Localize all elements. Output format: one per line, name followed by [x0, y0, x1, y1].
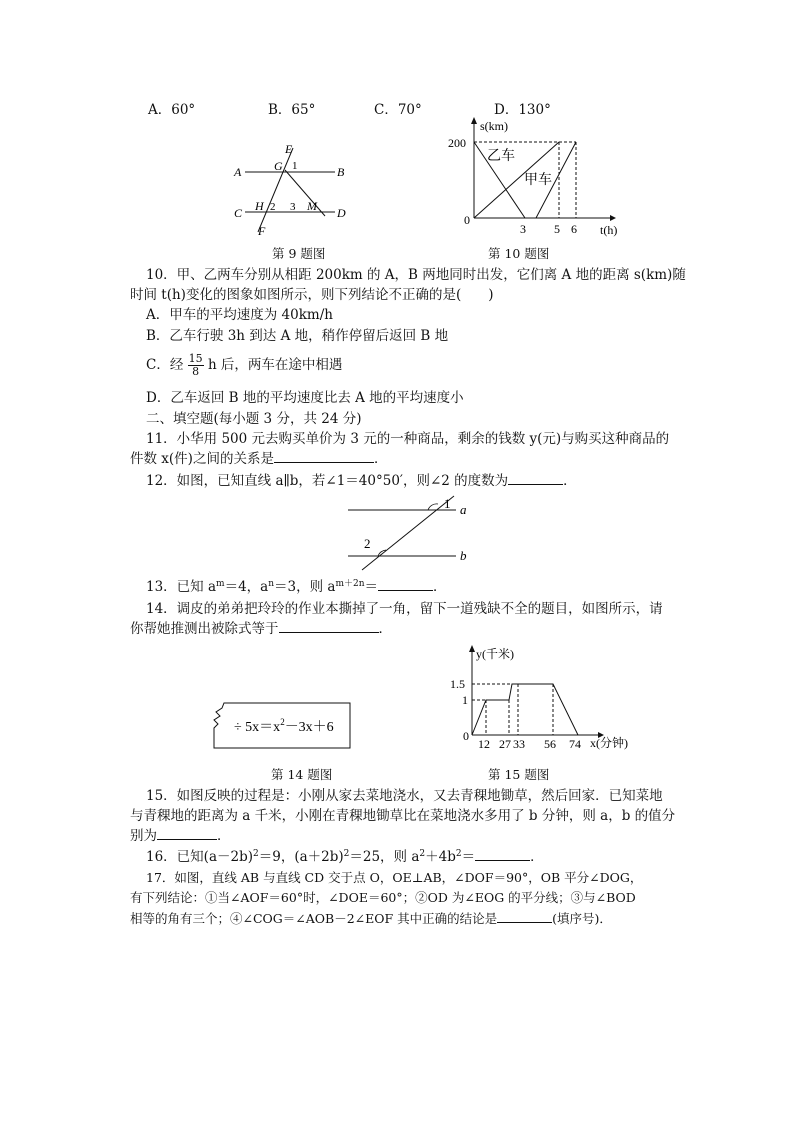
- x-tick-27: 27: [499, 737, 511, 751]
- fraction-numerator: 15: [188, 352, 203, 365]
- q13-exp-m: m: [216, 579, 225, 589]
- q12-text: 12．如图，已知直线 a∥b，若∠1＝40°50′，则∠2 的度数为: [146, 473, 509, 489]
- q16-answer-blank: [475, 848, 530, 861]
- q13-mid1: ＝4，a: [224, 579, 269, 595]
- figure-15: [448, 640, 648, 755]
- q10-c-post: h 后，两车在途中相遇: [207, 357, 343, 373]
- figure-15-caption: 第 15 题图: [488, 767, 550, 782]
- q17-line3: [130, 910, 612, 928]
- q16-sup2: 2: [343, 849, 350, 859]
- label-m: M: [307, 199, 317, 213]
- line-b-label: b: [460, 548, 467, 563]
- q14-answer-blank: [279, 620, 379, 633]
- q10-choice-d: D．乙车返回 B 地的平均速度比去 A 地的平均速度小: [146, 390, 464, 406]
- q16-pre: 16．已知(a－2b): [146, 849, 253, 865]
- q11-line1: 11．小华用 500 元去购买单价为 3 元的一种商品，剩余的钱数 y(元)与购买这种商品的: [146, 431, 670, 447]
- q15-line3: [130, 827, 231, 845]
- q16-mid1: ＝9，(a＋2b): [258, 849, 344, 865]
- figure-14: [208, 700, 358, 755]
- distance-line: [472, 684, 578, 735]
- q11-line2: [130, 450, 387, 468]
- q11-answer-blank: [274, 450, 374, 463]
- q17-text: 相等的角有三个；④∠COG＝∠AOB－2∠EOF 其中正确的结论是: [130, 911, 498, 926]
- q14-text: 你帮她推测出被除式等于: [130, 621, 279, 637]
- q10-choice-c: [146, 353, 342, 378]
- q16-line: [146, 848, 544, 866]
- label-c: C: [234, 206, 243, 220]
- figure-14-caption: 第 14 题图: [271, 767, 333, 782]
- label-yi-car: 乙车: [487, 149, 515, 164]
- q15-text: 别为: [130, 828, 157, 844]
- fraction-15-8: [188, 353, 204, 378]
- x-tick-12: 12: [478, 737, 490, 751]
- y-axis-arrow: [469, 645, 475, 652]
- remainder-expression: ÷ $5x=x^2-3x+6$: [234, 717, 334, 735]
- q16-mid2: ＝25，则 a: [349, 849, 420, 865]
- q12-line: [146, 472, 577, 490]
- q13-pre: 13．已知 a: [146, 579, 217, 595]
- q14-line1: 14．调皮的弟弟把玲玲的作业本撕掉了一角，留下一道残缺不全的题目，如图所示，请: [146, 601, 663, 617]
- transversal: [362, 496, 454, 570]
- y-tick-200: 200: [448, 136, 466, 150]
- q14-end: ．: [378, 621, 392, 637]
- figure-12: [340, 492, 490, 572]
- choice-b: B．65°: [268, 102, 316, 118]
- q13-end: ．: [433, 579, 447, 595]
- label-d: D: [337, 206, 346, 220]
- angle-2-arc: [378, 550, 386, 556]
- label-angle-1: 1: [292, 160, 298, 172]
- y-axis-arrow: [471, 117, 477, 124]
- q14-line2: [130, 620, 392, 638]
- angle-2-label: 2: [364, 536, 371, 551]
- choice-c: C．70°: [374, 102, 422, 118]
- angle-1-label: 1: [444, 496, 451, 511]
- q10-c-pre: C．经: [146, 357, 184, 373]
- q10-stem-line1: 10．甲、乙两车分别从相距 200km 的 A，B 两地同时出发，它们离 A 地的距离 s(km)随: [146, 267, 686, 283]
- section-2-heading: 二、填空题(每小题 3 分，共 24 分): [146, 411, 362, 427]
- figure-10: [440, 112, 630, 242]
- figure-9: [225, 140, 355, 240]
- q13-mid2: ＝3，则 a: [274, 579, 336, 595]
- figure-9-caption: 第 9 题图: [272, 246, 326, 261]
- x-axis-label: t(h): [600, 223, 618, 237]
- y-axis-label: y(千米): [476, 647, 514, 661]
- q15-answer-blank: [157, 827, 217, 840]
- y-tick-1-5: 1.5: [450, 677, 465, 691]
- x-tick-56: 56: [544, 737, 556, 751]
- q17-end: (填序号)．: [552, 911, 612, 926]
- x-tick-33: 33: [513, 737, 525, 751]
- y-axis-label: s(km): [480, 119, 508, 133]
- q17-line1: 17．如图，直线 AB 与直线 CD 交于点 O，OE⊥AB，∠DOF＝90°，OB 平分∠DOG，: [146, 870, 643, 885]
- q16-sup4: 2: [455, 849, 462, 859]
- q16-sup1: 2: [253, 849, 259, 859]
- q10-choice-a: A．甲车的平均速度为 40km/h: [146, 307, 333, 323]
- q13-mid3: ＝: [364, 579, 379, 595]
- x-tick-74: 74: [569, 737, 581, 751]
- q15-line1: 15．如图反映的过程是：小刚从家去菜地浇水，又去青稞地锄草，然后回家．已知菜地: [146, 788, 663, 804]
- angle-1-arc: [428, 504, 438, 510]
- y-tick-1: 1: [462, 693, 468, 707]
- q17-answer-blank: [497, 910, 552, 923]
- q11-end: ．: [373, 451, 388, 467]
- origin-label: 0: [464, 213, 470, 227]
- x-axis-label: x(分钟): [590, 736, 628, 750]
- line-a-label: a: [460, 502, 467, 517]
- label-jia-car: 甲车: [524, 173, 552, 188]
- origin-label: 0: [463, 729, 469, 743]
- q13-exp-m2n: m＋2n: [335, 579, 365, 589]
- q16-end: ．: [530, 849, 544, 865]
- x-tick-6: 6: [571, 222, 577, 236]
- q13-exp-n: n: [268, 579, 275, 589]
- label-e: E: [285, 142, 293, 156]
- figure-10-caption: 第 10 题图: [488, 246, 550, 261]
- choice-a: A．60°: [148, 102, 196, 118]
- label-angle-2: 2: [270, 201, 276, 213]
- q13-answer-blank: [378, 578, 433, 591]
- label-h: H: [255, 199, 264, 213]
- q12-end: ．: [563, 473, 577, 489]
- q11-text: 件数 x(件)之间的关系是: [130, 451, 274, 467]
- q13-line: [146, 578, 447, 596]
- q10-choice-b: B．乙车行驶 3h 到达 A 地，稍作停留后返回 B 地: [146, 328, 449, 344]
- q16-mid3: ＋4b: [425, 849, 456, 865]
- choice-d: D．130°: [494, 102, 551, 118]
- label-f: F: [258, 224, 266, 238]
- label-angle-3: 3: [290, 201, 296, 213]
- q16-mid4: ＝: [461, 849, 476, 865]
- q15-end: ．: [217, 828, 231, 844]
- label-b: B: [337, 165, 345, 179]
- q12-answer-blank: [508, 472, 563, 485]
- x-tick-5: 5: [554, 222, 560, 236]
- label-a: A: [234, 165, 242, 179]
- x-axis-arrow: [610, 215, 616, 221]
- x-tick-3: 3: [520, 222, 526, 236]
- q17-line2: 有下列结论：①当∠AOF＝60°时，∠DOE＝60°；②OD 为∠EOG 的平分线；③与∠BOD: [130, 890, 636, 905]
- q16-sup3: 2: [419, 849, 426, 859]
- fraction-denominator: 8: [192, 365, 200, 378]
- q10-stem-line2: 时间 t(h)变化的图象如图所示，则下列结论不正确的是( ): [130, 287, 494, 303]
- q15-line2: 与青稞地的距离为 a 千米，小刚在青稞地锄草比在菜地浇水多用了 b 分钟，则 a，b 的值分: [130, 808, 676, 824]
- label-g: G: [274, 159, 283, 173]
